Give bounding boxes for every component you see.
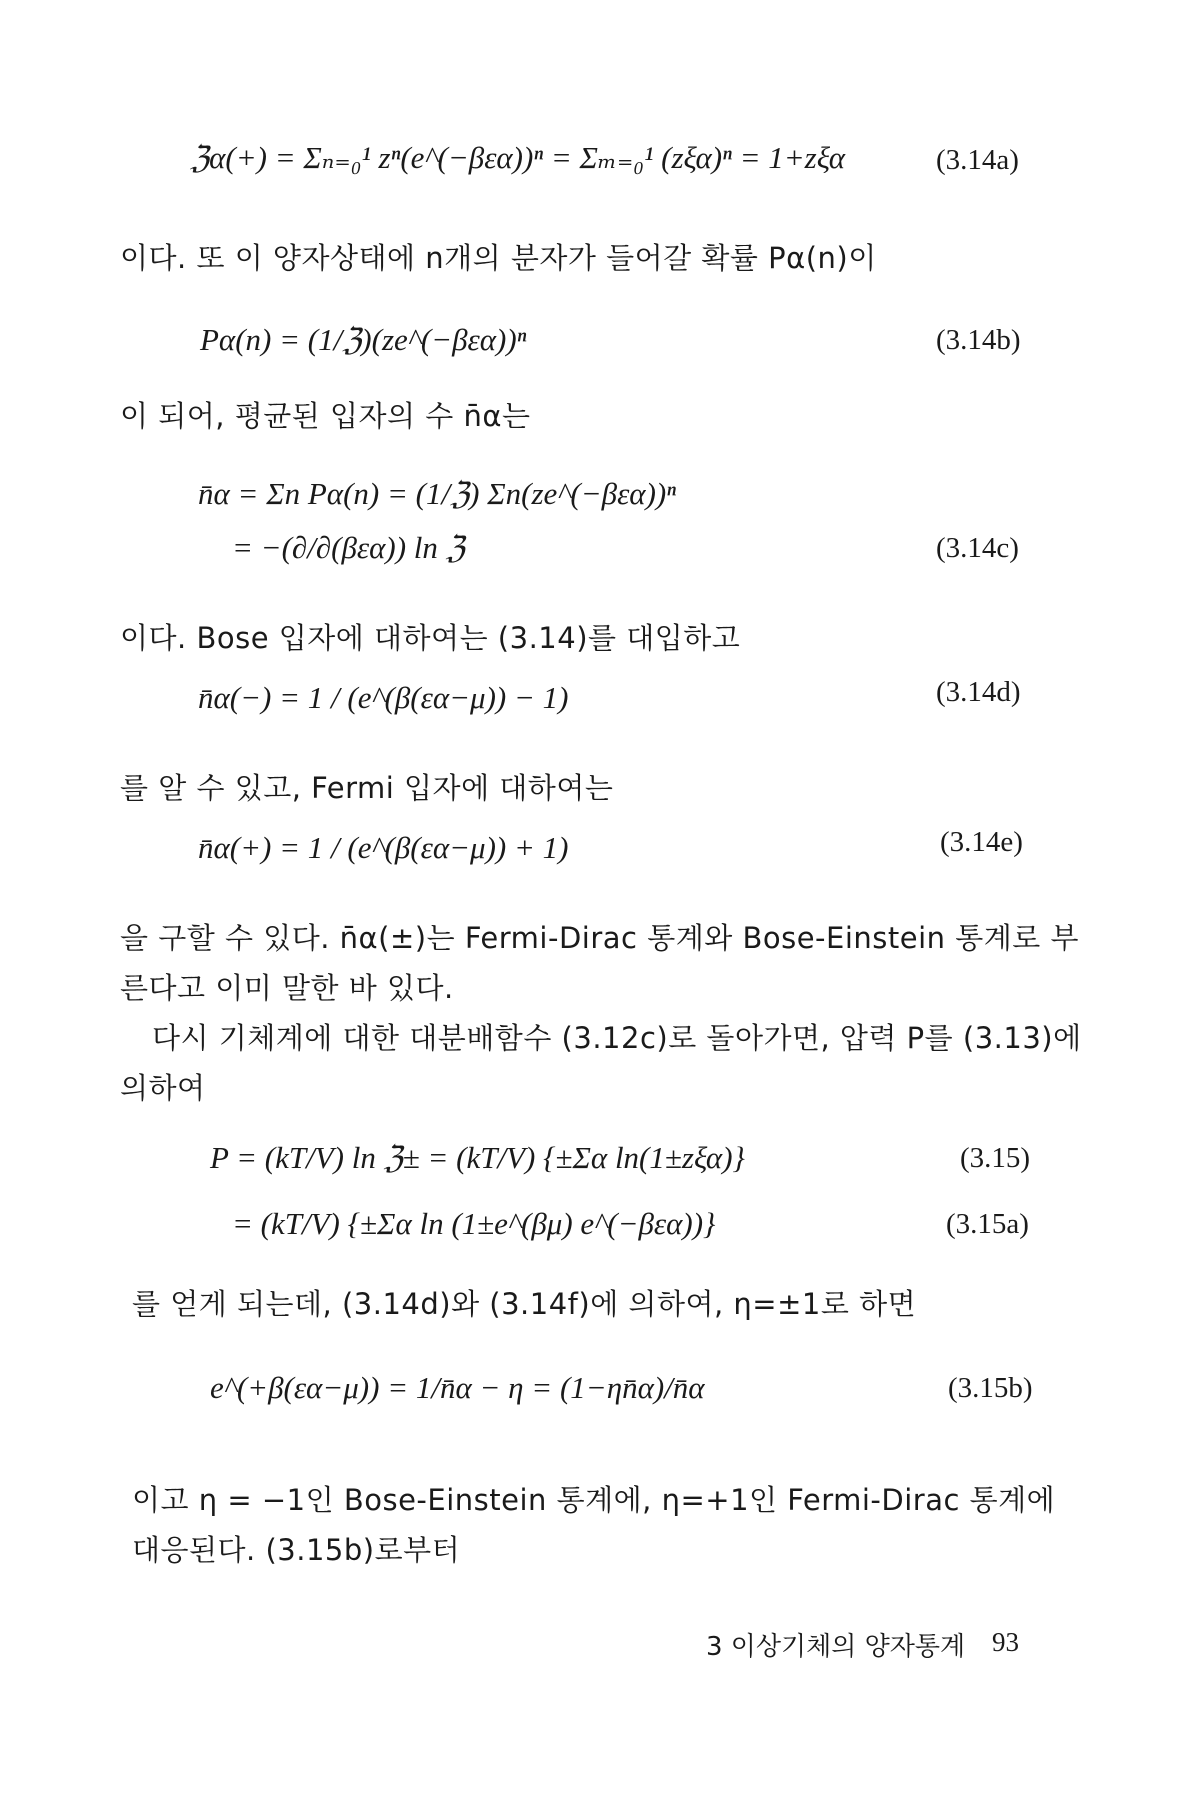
equation-tag-3-14b: (3.14b) <box>936 324 1021 356</box>
equation-tag-3-14d: (3.14d) <box>936 676 1021 708</box>
equation-3-14c-line2: = −(∂/∂(βεα)) ln ℨ <box>232 530 465 565</box>
text-line-4: 를 알 수 있고, Fermi 입자에 대하여는 <box>120 771 614 805</box>
page-number: 93 <box>992 1627 1019 1657</box>
equation-3-14a: ℨα(+) = Σₙ₌₀¹ zⁿ(e^(−βεα))ⁿ = Σₘ₌₀¹ (zξα)ⁿ = 1+zξα <box>190 140 845 175</box>
text-line-8: 의하여 <box>120 1071 206 1105</box>
text-line-9: 를 얻게 되는데, (3.14d)와 (3.14f)에 의하여, η=±1로 하면 <box>132 1287 917 1321</box>
text-line-2: 이 되어, 평균된 입자의 수 n̄α는 <box>120 399 531 433</box>
equation-tag-3-14a: (3.14a) <box>936 144 1019 176</box>
equation-tag-3-15a: (3.15a) <box>946 1208 1029 1240</box>
text-line-1: 이다. 또 이 양자상태에 n개의 분자가 들어갈 확률 Pα(n)이 <box>120 241 877 275</box>
equation-3-14c-line1: n̄α = Σn Pα(n) = (1/ℨ) Σn(ze^(−βεα))ⁿ <box>198 476 676 511</box>
equation-3-15: P = (kT/V) ln ℨ± = (kT/V) {±Σα ln(1±zξα)} <box>210 1140 745 1175</box>
equation-tag-3-14c: (3.14c) <box>936 532 1019 564</box>
text-line-10: 이고 η = −1인 Bose-Einstein 통계에, η=+1인 Fermi-Dirac 통계에 <box>132 1483 1056 1517</box>
text-line-5: 을 구할 수 있다. n̄α(±)는 Fermi-Dirac 통계와 Bose-Einstein 통계로 부 <box>120 921 1080 955</box>
text-line-7: 다시 기체계에 대한 대분배함수 (3.12c)로 돌아가면, 압력 P를 (3.13)에 <box>152 1021 1082 1055</box>
text-line-11: 대응된다. (3.15b)로부터 <box>132 1533 461 1567</box>
equation-3-14e: n̄α(+) = 1 / (e^(β(εα−μ)) + 1) <box>198 830 569 865</box>
equation-tag-3-15b: (3.15b) <box>948 1372 1033 1404</box>
text-line-6: 른다고 이미 말한 바 있다. <box>120 971 454 1005</box>
running-title: 3 이상기체의 양자통계 <box>706 1632 966 1662</box>
equation-tag-3-15: (3.15) <box>960 1142 1031 1174</box>
equation-3-15b: e^(+β(εα−μ)) = 1/n̄α − η = (1−ηn̄α)/n̄α <box>210 1370 705 1405</box>
equation-3-14b: Pα(n) = (1/ℨ)(ze^(−βεα))ⁿ <box>200 322 527 357</box>
equation-3-15a: = (kT/V) {±Σα ln (1±e^(βμ) e^(−βεα))} <box>232 1206 716 1241</box>
equation-tag-3-14e: (3.14e) <box>940 826 1023 858</box>
text-line-3: 이다. Bose 입자에 대하여는 (3.14)를 대입하고 <box>120 621 741 655</box>
equation-3-14d: n̄α(−) = 1 / (e^(β(εα−μ)) − 1) <box>198 680 569 715</box>
